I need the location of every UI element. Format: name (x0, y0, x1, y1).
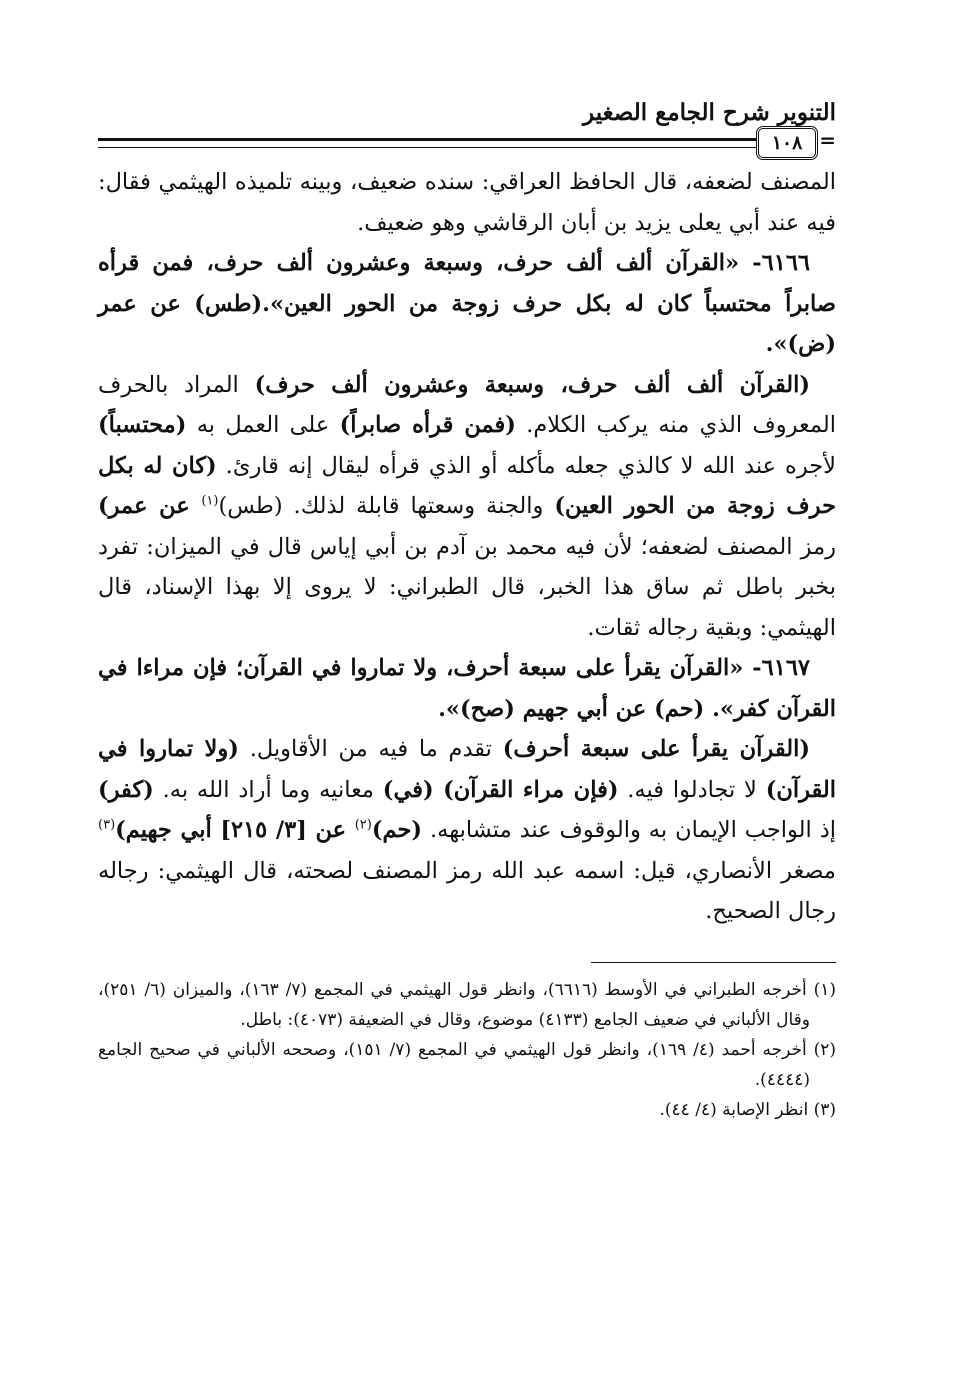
quote-segment: (كان له بكل حرف زوجة من الحور العين) (98, 452, 837, 519)
hadith-6166: ٦١٦٦- «القرآن ألف ألف حرف، وسبعة وعشرون ألف حرف، فمن قرأه صابراً محتسباً كان له بكل حرف زوجة من الحور العين».(طس) عن عمر (ض)». (98, 250, 836, 357)
hadith-6167: ٦١٦٧- «القرآن يقرأ على سبعة أحرف، ولا تماروا في القرآن؛ فإن مراءا في القرآن كفر». (حم) عن أبي جهيم (صح)». (98, 655, 836, 722)
text-segment: إذ الواجب الإيمان به والوقوف عند متشابهه. (422, 817, 836, 843)
commentary-6167 (98, 729, 836, 932)
page (98, 92, 836, 1125)
quote-segment: (فمن قرأه صابراً) (339, 412, 516, 438)
footnote-separator (591, 962, 836, 963)
footnote-2: (٢) أخرجه أحمد (٤/ ١٦٩)، وانظر قول الهيثمي في المجمع (٧/ ١٥١)، وصححه الألباني في صحيح الجامع (٤٤٤٤). (98, 1039, 837, 1090)
main-text (98, 162, 836, 932)
quote-segment: عن عمر) (98, 493, 202, 519)
footnote-ref-3[interactable]: (٣) (98, 817, 116, 833)
paragraph-continuation: المصنف لضعفه، قال الحافظ العراقي: سنده ضعيف، وبينه تلميذه الهيثمي فقال: فيه عند أبي يعلى يزيد بن أبان الرقاشي وهو ضعيف. (98, 169, 836, 236)
text-segment: معانيه وما أراد الله به. (153, 776, 383, 803)
source-code: (حم) (371, 817, 423, 843)
footnote-ref-1[interactable]: (١) (201, 493, 219, 509)
header-rule (98, 138, 758, 148)
source-code: (طس) (218, 493, 283, 519)
commentary-6166 (98, 365, 836, 649)
text-segment: والجنة وسعتها قابلة لذلك. (282, 493, 555, 519)
page-number: ١٠٨ (756, 126, 818, 160)
quote-segment: (القرآن يقرأ على سبعة أحرف) (502, 736, 810, 762)
page-header (98, 92, 836, 162)
footnote-3: (٣) انظر الإصابة (٤/ ٤٤). (659, 1099, 836, 1120)
quote-segment: (ولا تماروا في القرآن) (98, 736, 837, 803)
header-marker: = (819, 128, 836, 152)
quote-segment: (فإن مراء القرآن) (في) (382, 776, 619, 803)
quote-segment: عن [٣/ ٢١٥] أبي جهيم) (115, 817, 355, 843)
quote-segment: (محتسباً) (98, 412, 187, 438)
text-segment: على العمل به (186, 412, 340, 438)
text-segment: تقدم ما فيه من الأقاويل. (238, 736, 503, 762)
book-title: التنوير شرح الجامع الصغير (583, 99, 836, 126)
text-segment: مصغر الأنصاري، قيل: اسمه عبد الله رمز المصنف لصحته، قال الهيثمي: رجاله رجال الصحيح. (98, 857, 836, 924)
text-segment: المراد بالحرف المعروف الذي منه يركب الكلام. (98, 371, 836, 438)
text-segment: لا تجادلوا فيه. (618, 776, 766, 803)
quote-segment: (القرآن ألف ألف حرف، وسبعة وعشرون ألف حرف) (254, 371, 810, 398)
text-segment: رمز المصنف لضعفه؛ لأن فيه محمد بن آدم بن أبي إياس قال في الميزان: تفرد بخبر باطل ثم ساق هذا الخبر، قال الطبراني: لا يروى إلا بهذا الإسناد، قال الهيثمي: وبقية رجاله ثقات. (98, 533, 836, 641)
quote-segment: (كفر) (98, 776, 154, 803)
text-segment: لأجره عند الله لا كالذي جعله مأكله أو الذي قرأه ليقال إنه قارئ. (216, 452, 836, 479)
footnote-ref-2[interactable]: (٢) (354, 817, 372, 833)
footnotes (98, 975, 836, 1125)
footnote-1: (١) أخرجه الطبراني في الأوسط (٦٦١٦)، وانظر قول الهيثمي في المجمع (٧/ ١٦٣)، والميزان (٦/ ٢٥١)، وقال الألباني في ضعيف الجامع (٤١٣٣) موضوع، وقال في الضعيفة (٤٠٧٣): باطل. (98, 979, 836, 1030)
